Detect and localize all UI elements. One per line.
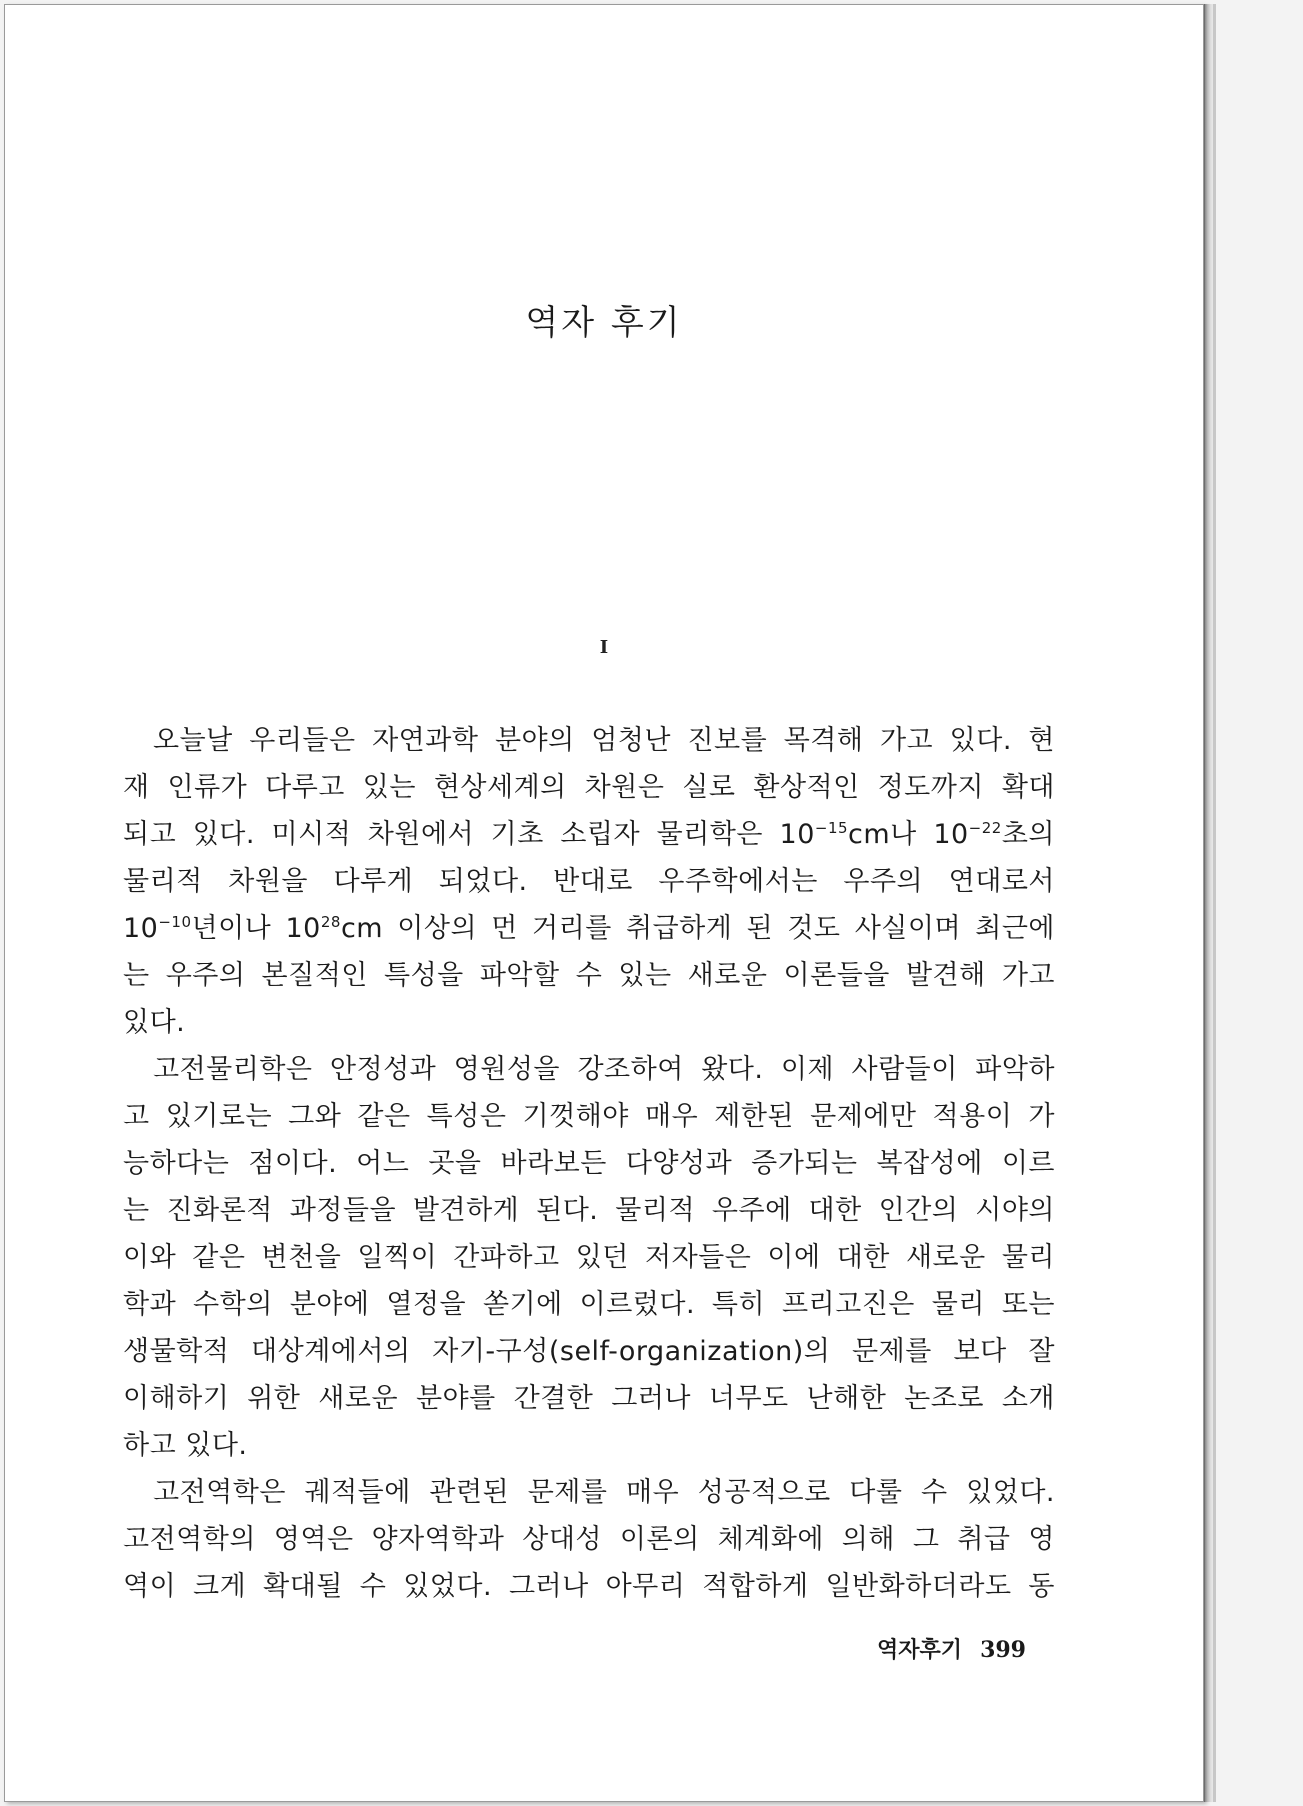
paragraph-2-line-5: 이와 같은 변천을 일찍이 간파하고 있던 저자들은 이에 대한 새로운 물리 (123, 1242, 1055, 1273)
exponent-base: 10 (285, 913, 321, 944)
paragraph-1-line-7: 있다. (123, 1007, 186, 1038)
section-number: I (599, 637, 609, 658)
paragraph-2-line-9: 하고 있다. (123, 1430, 248, 1461)
paragraph-2-line-8: 이해하기 위한 새로운 분야를 간결한 그러나 너무도 난해한 논조로 소개 (123, 1383, 1055, 1414)
exponent-base: 10 (933, 819, 969, 850)
unit-text: 년이나 (191, 913, 286, 944)
body-text (123, 717, 1055, 1610)
paragraph-3-line-2: 고전역학의 영역은 양자역학과 상대성 이론의 체계화에 의해 그 취급 영 (123, 1524, 1055, 1555)
paragraph-3-line-3: 역이 크게 확대될 수 있었다. 그러나 아무리 적합하게 일반화하더라도 동 (123, 1571, 1055, 1602)
paragraph-1-line-2: 재 인류가 다루고 있는 현상세계의 차원은 실로 환상적인 정도까지 확대 (123, 772, 1055, 803)
paragraph-2-line-3: 능하다는 점이다. 어느 곳을 바라보든 다양성과 증가되는 복잡성에 이르 (123, 1148, 1055, 1179)
exponent: −15 (814, 819, 849, 837)
paragraph-2-line-1: 고전물리학은 안정성과 영원성을 강조하여 왔다. 이제 사람들이 파악하 (153, 1054, 1055, 1085)
running-footer (877, 1633, 1026, 1664)
exponent: −10 (158, 913, 192, 931)
page-stack-edge-inner (1213, 4, 1216, 1802)
paragraph-3-line-1: 고전역학은 궤적들에 관련된 문제를 매우 성공적으로 다룰 수 있었다. (153, 1477, 1055, 1508)
paragraph-2-line-7: 생물학적 대상계에서의 자기-구성(self-organization)의 문제를 보다 잘 (123, 1336, 1055, 1367)
exponent-base: 10 (123, 913, 159, 944)
exponent: 28 (320, 913, 341, 931)
book-page (4, 4, 1204, 1802)
unit-text: cm나 (848, 819, 934, 850)
paragraph-2-line-4: 는 진화론적 과정들을 발견하게 된다. 물리적 우주에 대한 인간의 시야의 (123, 1195, 1055, 1226)
chapter-title: 역자 후기 (525, 303, 683, 343)
unit-text: 초의 (1001, 819, 1055, 850)
paragraph-1-line-4: 물리적 차원을 다루게 되었다. 반대로 우주학에서는 우주의 연대로서 (123, 866, 1055, 897)
paragraph-1-line-1: 오늘날 우리들은 자연과학 분야의 엄청난 진보를 목격해 가고 있다. 현 (153, 725, 1055, 756)
unit-text: cm 이상의 먼 거리를 취급하게 된 것도 사실이며 최근에 (340, 913, 1055, 944)
paragraph-2-line-2: 고 있기로는 그와 같은 특성은 기껏해야 매우 제한된 문제에만 적용이 가 (123, 1101, 1055, 1132)
paragraph-1-line-3 (123, 811, 1055, 858)
exponent-base: 10 (779, 819, 815, 850)
page-number: 399 (980, 1637, 1026, 1663)
paragraph-2-line-6: 학과 수학의 분야에 열정을 쏟기에 이르렀다. 특히 프리고진은 물리 또는 (123, 1289, 1055, 1320)
exponent: −22 (968, 819, 1002, 837)
paragraph-1-line-5 (123, 905, 1055, 952)
paragraph-1-line-6: 는 우주의 본질적인 특성을 파악할 수 있는 새로운 이론들을 발견해 가고 (123, 960, 1055, 991)
line-3-text: 되고 있다. 미시적 차원에서 기초 소립자 물리학은 (123, 819, 780, 850)
running-title: 역자후기 (877, 1638, 963, 1663)
